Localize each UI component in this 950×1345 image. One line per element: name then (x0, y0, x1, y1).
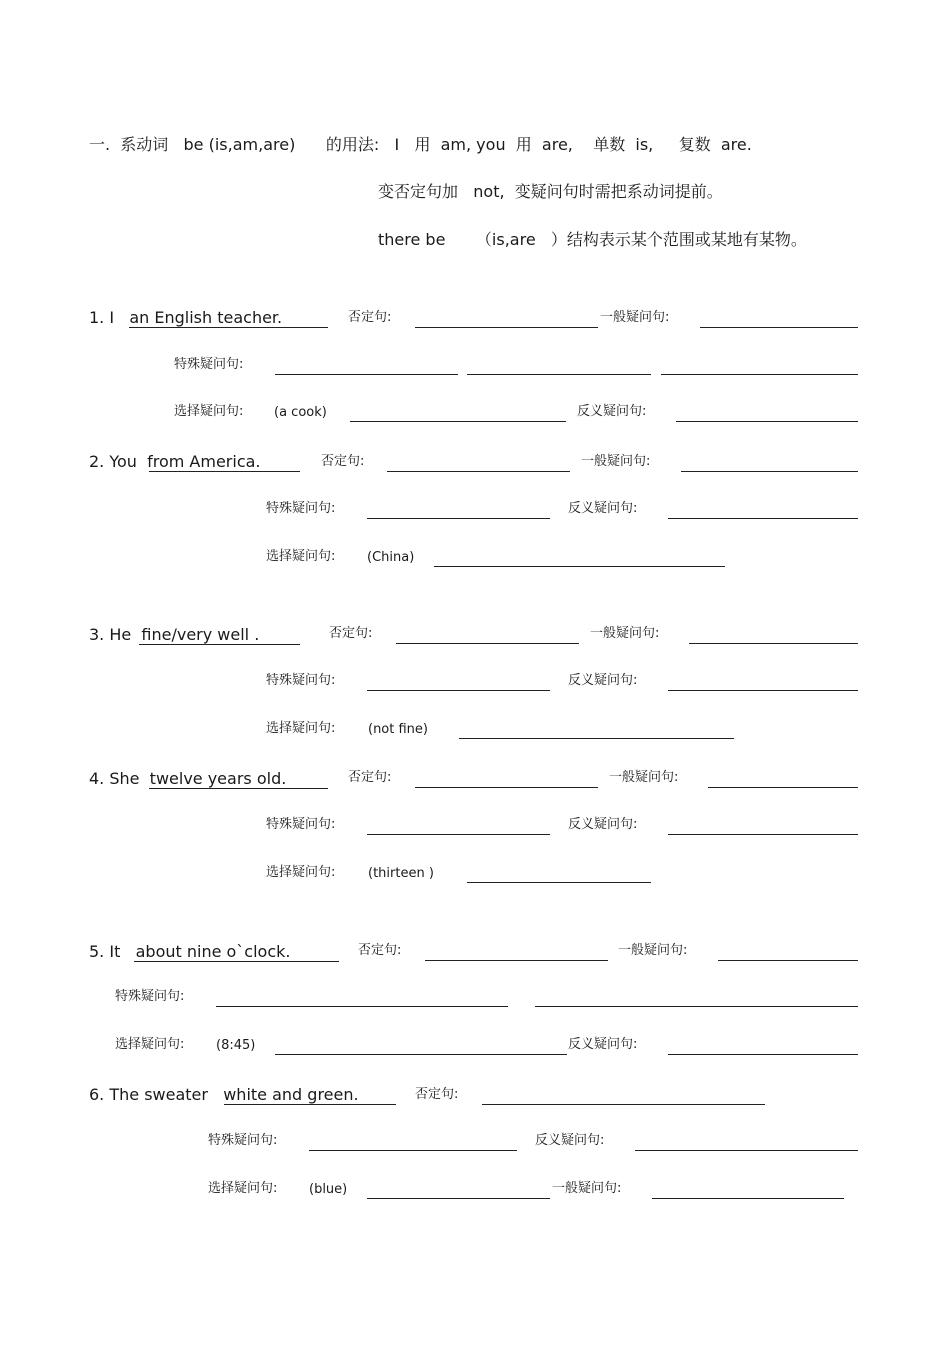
item-4-prompt-underline (149, 788, 328, 789)
item-5-negative-label: 否定句: (358, 943, 402, 958)
item-1-negative-label: 否定句: (348, 310, 392, 325)
item-1-tag-blank[interactable] (676, 421, 858, 422)
item-3-special-blank[interactable] (367, 690, 550, 691)
header-line-1: 一. 系动词 be (is,am,are) 的用法: I 用 am, you 用 are, 单数 is, 复数 are. (89, 135, 752, 154)
item-1-prompt: 1. I an English teacher. (89, 308, 283, 327)
item-6-choice-blank[interactable] (367, 1198, 550, 1199)
item-5-prompt-underline (134, 961, 339, 962)
item-4-choice-hint: (thirteen ) (368, 866, 434, 881)
item-5-special-label: 特殊疑问句: (115, 989, 185, 1004)
item-5-choice-blank[interactable] (275, 1054, 567, 1055)
item-6-general-label: 一般疑问句: (552, 1181, 622, 1196)
item-6-special-label: 特殊疑问句: (208, 1133, 278, 1148)
item-4-negative-blank[interactable] (415, 787, 598, 788)
item-1-special-blank-2[interactable] (467, 374, 651, 375)
item-1-general-label: 一般疑问句: (600, 310, 670, 325)
item-4-general-blank[interactable] (708, 787, 858, 788)
item-1-prompt-underline (129, 327, 328, 328)
item-6-choice-label: 选择疑问句: (208, 1181, 278, 1196)
item-5-negative-blank[interactable] (425, 960, 608, 961)
item-3-prompt-underline (139, 644, 300, 645)
item-5-choice-hint: (8:45) (216, 1038, 256, 1053)
item-4-special-label: 特殊疑问句: (266, 817, 336, 832)
item-3-general-label: 一般疑问句: (590, 626, 660, 641)
item-6-special-blank[interactable] (309, 1150, 517, 1151)
item-2-prompt: 2. You from America. (89, 452, 261, 471)
item-6-prompt: 6. The sweater white and green. (89, 1085, 359, 1104)
item-4-choice-blank[interactable] (467, 882, 651, 883)
item-3-tag-blank[interactable] (668, 690, 858, 691)
item-2-choice-blank[interactable] (434, 566, 725, 567)
item-4-tag-blank[interactable] (668, 834, 858, 835)
item-4-general-label: 一般疑问句: (609, 770, 679, 785)
item-3-negative-blank[interactable] (396, 643, 579, 644)
header-line-2: 变否定句加 not, 变疑问句时需把系动词提前。 (378, 182, 723, 201)
item-2-choice-hint: (China) (367, 550, 415, 565)
item-2-tag-blank[interactable] (668, 518, 858, 519)
item-6-choice-hint: (blue) (309, 1182, 348, 1197)
item-1-negative-blank[interactable] (415, 327, 598, 328)
item-2-prompt-underline (149, 471, 300, 472)
item-5-prompt: 5. It about nine o`clock. (89, 942, 291, 961)
item-5-special-blank-2[interactable] (535, 1006, 858, 1007)
item-3-tag-label: 反义疑问句: (568, 673, 638, 688)
item-6-prompt-underline (224, 1104, 396, 1105)
item-6-negative-label: 否定句: (415, 1087, 459, 1102)
item-3-prompt: 3. He fine/very well . (89, 625, 260, 644)
item-1-tag-label: 反义疑问句: (577, 404, 647, 419)
item-5-choice-label: 选择疑问句: (115, 1037, 185, 1052)
item-5-tag-label: 反义疑问句: (568, 1037, 638, 1052)
item-4-tag-label: 反义疑问句: (568, 817, 638, 832)
item-1-choice-label: 选择疑问句: (174, 404, 244, 419)
item-2-special-label: 特殊疑问句: (266, 501, 336, 516)
item-1-special-label: 特殊疑问句: (174, 357, 244, 372)
item-5-general-label: 一般疑问句: (618, 943, 688, 958)
header-line-3: there be （is,are ）结构表示某个范围或某地有某物。 (378, 230, 807, 249)
item-4-special-blank[interactable] (367, 834, 550, 835)
item-1-choice-blank[interactable] (350, 421, 566, 422)
item-1-special-blank-1[interactable] (275, 374, 458, 375)
item-4-prompt: 4. She twelve years old. (89, 769, 287, 788)
item-2-negative-label: 否定句: (321, 454, 365, 469)
item-2-general-blank[interactable] (681, 471, 858, 472)
item-3-negative-label: 否定句: (329, 626, 373, 641)
item-1-choice-hint: (a cook) (274, 405, 327, 420)
item-2-tag-label: 反义疑问句: (568, 501, 638, 516)
item-3-general-blank[interactable] (689, 643, 858, 644)
item-3-choice-hint: (not fine) (368, 722, 428, 737)
item-2-special-blank[interactable] (367, 518, 550, 519)
item-6-tag-blank[interactable] (635, 1150, 858, 1151)
item-5-special-blank-1[interactable] (216, 1006, 508, 1007)
item-3-choice-blank[interactable] (459, 738, 734, 739)
item-3-choice-label: 选择疑问句: (266, 721, 336, 736)
item-3-special-label: 特殊疑问句: (266, 673, 336, 688)
item-5-tag-blank[interactable] (668, 1054, 858, 1055)
item-2-negative-blank[interactable] (387, 471, 570, 472)
item-4-choice-label: 选择疑问句: (266, 865, 336, 880)
item-1-general-blank[interactable] (700, 327, 858, 328)
item-2-general-label: 一般疑问句: (581, 454, 651, 469)
item-6-negative-blank[interactable] (482, 1104, 765, 1105)
item-5-general-blank[interactable] (718, 960, 858, 961)
item-6-tag-label: 反义疑问句: (535, 1133, 605, 1148)
item-2-choice-label: 选择疑问句: (266, 549, 336, 564)
item-6-general-blank[interactable] (652, 1198, 844, 1199)
item-4-negative-label: 否定句: (348, 770, 392, 785)
item-1-special-blank-3[interactable] (661, 374, 858, 375)
